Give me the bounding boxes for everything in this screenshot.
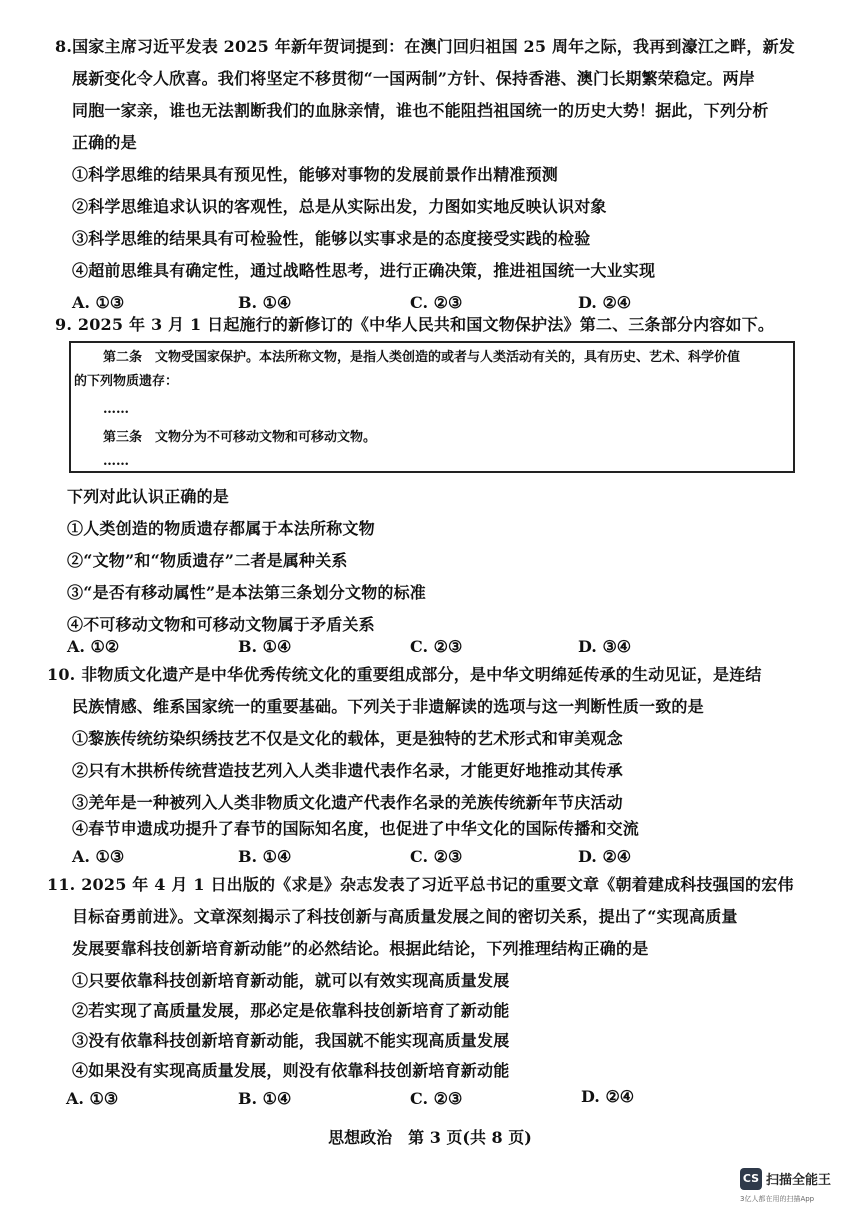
q9-stem-line: 下列对此认识正确的是 xyxy=(67,487,230,506)
q11-statement: ②若实现了高质量发展，那必定是依靠科技创新培育了新动能 xyxy=(72,1001,510,1020)
page-footer: 思想政治 第 3 页(共 8 页) xyxy=(328,1128,532,1147)
q10-statement: ④春节申遗成功提升了春节的国际知名度，也促进了中华文化的国际传播和交流 xyxy=(72,819,640,838)
q9-statement: ③“是否有移动属性”是本法第三条划分文物的标准 xyxy=(67,583,427,602)
q8-option-d: D. ②④ xyxy=(578,293,632,312)
q10-option-d: D. ②④ xyxy=(578,847,632,866)
q11-option-b: B. ①④ xyxy=(238,1089,292,1108)
q9-option-b: B. ①④ xyxy=(238,637,292,656)
q9-statement: ④不可移动文物和可移动文物属于矛盾关系 xyxy=(67,615,375,634)
q9-stem-line: 9. 2025 年 3 月 1 日起施行的新修订的《中华人民共和国文物保护法》第二、三条部分内容如下。 xyxy=(55,315,775,334)
q8-option-c: C. ②③ xyxy=(410,293,463,312)
q10-stem-line: 民族情感、维系国家统一的重要基础。下列关于非遗解读的选项与这一判断性质一致的是 xyxy=(72,697,704,716)
q9-option-d: D. ③④ xyxy=(578,637,632,656)
q11-statement: ③没有依靠科技创新培育新动能，我国就不能实现高质量发展 xyxy=(72,1031,510,1050)
q11-option-a: A. ①③ xyxy=(66,1089,119,1108)
q8-option-b: B. ①④ xyxy=(238,293,292,312)
scanner-tagline: 3亿人都在用的扫描App xyxy=(740,1195,815,1203)
q10-statement: ②只有木拱桥传统营造技艺列入人类非遗代表作名录，才能更好地推动其传承 xyxy=(72,761,623,780)
q11-stem-line: 11. 2025 年 4 月 1 日出版的《求是》杂志发表了习近平总书记的重要文章《朝着建成科技强国的宏伟 xyxy=(47,875,794,894)
q10-option-a: A. ①③ xyxy=(72,847,125,866)
q11-statement: ①只要依靠科技创新培育新动能，就可以有效实现高质量发展 xyxy=(72,971,510,990)
q8-stem-line: 同胞一家亲，谁也无法割断我们的血脉亲情，谁也不能阻挡祖国统一的历史大势！据此，下列分析 xyxy=(72,101,769,120)
q9-excerpt-ellipsis: …… xyxy=(103,454,129,469)
q8-statement: ①科学思维的结果具有预见性，能够对事物的发展前景作出精准预测 xyxy=(72,165,559,184)
q8-stem-line: 8.国家主席习近平发表 2025 年新年贺词提到：在澳门回归祖国 25 周年之际，我再到濠江之畔，新发 xyxy=(55,37,795,56)
q10-option-c: C. ②③ xyxy=(410,847,463,866)
q11-option-c: C. ②③ xyxy=(410,1089,463,1108)
q9-statement: ①人类创造的物质遗存都属于本法所称文物 xyxy=(67,519,375,538)
q8-statement: ③科学思维的结果具有可检验性，能够以实事求是的态度接受实践的检验 xyxy=(72,229,591,248)
q8-statement: ④超前思维具有确定性，通过战略性思考，进行正确决策，推进祖国统一大业实现 xyxy=(72,261,656,280)
q10-option-b: B. ①④ xyxy=(238,847,292,866)
q8-stem-line: 正确的是 xyxy=(72,133,137,152)
q11-statement: ④如果没有实现高质量发展，则没有依靠科技创新培育新动能 xyxy=(72,1061,510,1080)
q9-option-a: A. ①② xyxy=(67,637,120,656)
q9-excerpt-line: 第二条 文物受国家保护。本法所称文物，是指人类创造的或者与人类活动有关的，具有历史、艺术、科学价值 xyxy=(103,350,741,365)
q9-statement: ②“文物”和“物质遗存”二者是属种关系 xyxy=(67,551,348,570)
camscanner-logo-icon: CS xyxy=(740,1168,762,1190)
q10-stem-line: 10. 非物质文化遗产是中华优秀传统文化的重要组成部分，是中华文明绵延传承的生动见证，是连结 xyxy=(47,665,762,684)
q10-statement: ③羌年是一种被列入人类非物质文化遗产代表作名录的羌族传统新年节庆活动 xyxy=(72,793,623,812)
q11-stem-line: 发展要靠科技创新培育新动能”的必然结论。根据此结论，下列推理结构正确的是 xyxy=(72,939,649,958)
q9-excerpt-line: 的下列物质遗存： xyxy=(74,374,179,389)
q9-excerpt-ellipsis: …… xyxy=(103,402,129,417)
q9-option-c: C. ②③ xyxy=(410,637,463,656)
q9-excerpt-line: 第三条 文物分为不可移动文物和可移动文物。 xyxy=(103,430,377,445)
q10-statement: ①黎族传统纺染织绣技艺不仅是文化的载体，更是独特的艺术形式和审美观念 xyxy=(72,729,623,748)
q8-statement: ②科学思维追求认识的客观性，总是从实际出发，力图如实地反映认识对象 xyxy=(72,197,607,216)
scanner-app-name: 扫描全能王 xyxy=(766,1173,832,1188)
q11-option-d: D. ②④ xyxy=(581,1087,635,1106)
q8-stem-line: 展新变化令人欣喜。我们将坚定不移贯彻“一国两制”方针、保持香港、澳门长期繁荣稳定。两岸 xyxy=(72,69,756,88)
q8-option-a: A. ①③ xyxy=(72,293,125,312)
q9-law-excerpt-box xyxy=(69,341,795,473)
scanner-watermark xyxy=(740,1168,850,1210)
q11-stem-line: 目标奋勇前进》。文章深刻揭示了科技创新与高质量发展之间的密切关系，提出了“实现高质量 xyxy=(72,907,738,926)
